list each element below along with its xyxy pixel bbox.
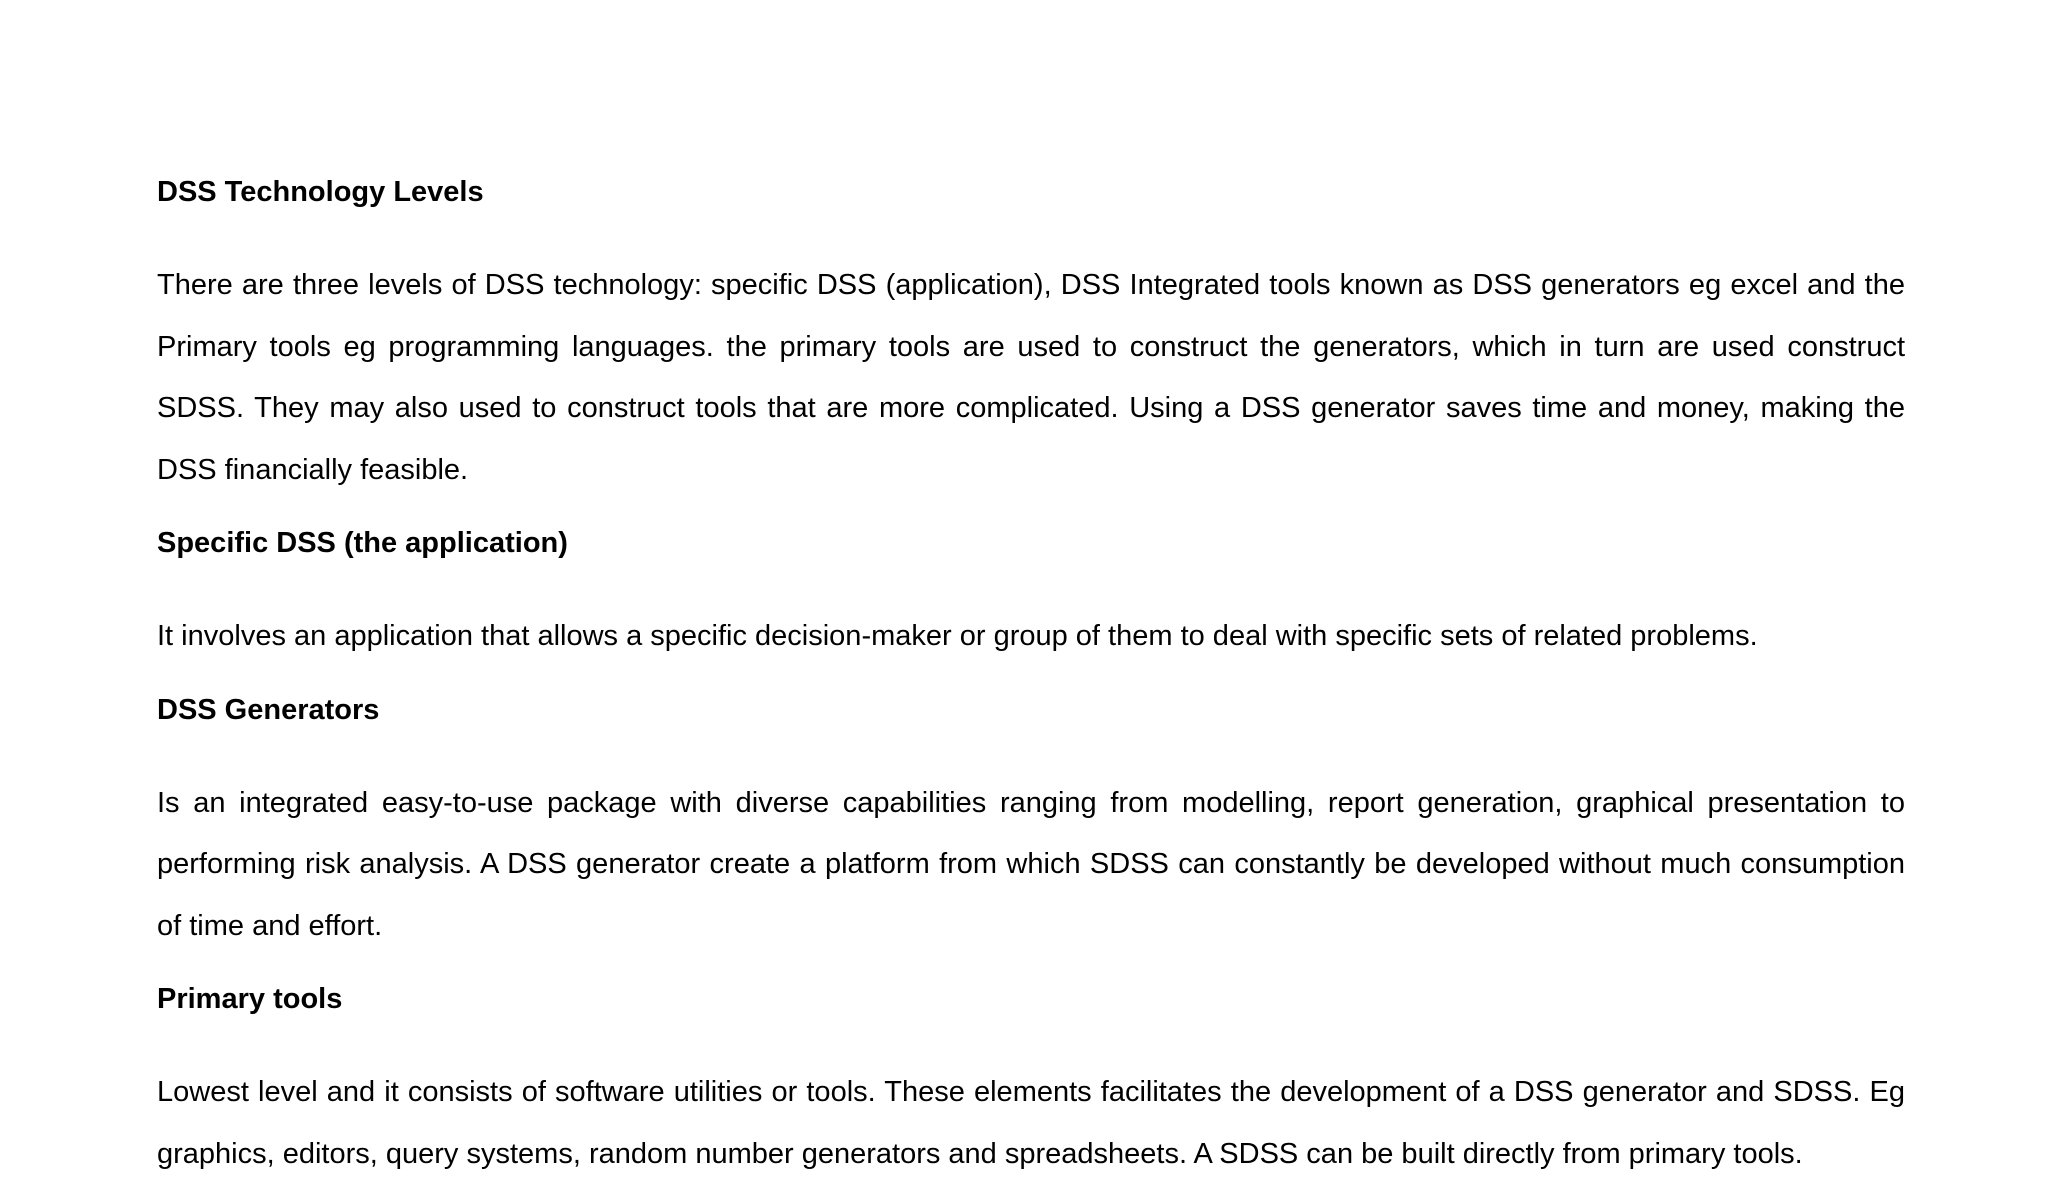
section-heading-dss-technology-levels: DSS Technology Levels	[157, 176, 484, 208]
section-body-dss-generators: Is an integrated easy-to-use package with diverse capabilities ranging from modelling, report generation, graphical presentation to performing risk analysis. A DSS generator create a platform from which SDSS can constantly be developed without much consumption of time and effort.	[157, 786, 1905, 942]
section-heading-specific-dss: Specific DSS (the application)	[157, 527, 568, 559]
section-body-dss-technology-levels: There are three levels of DSS technology: specific DSS (application), DSS Integrated tools known as DSS generators eg excel and the Primary tools eg programming languages. the primary tools are used to construct the generators, which in turn are used construct SDSS. They may also used to construct tools that are more complicated. Using a DSS generator saves time and money, making the DSS financially feasible.	[157, 269, 1905, 486]
section-heading-primary-tools: Primary tools	[157, 983, 343, 1015]
section-heading-dss-generators: DSS Generators	[157, 693, 380, 726]
section-body-specific-dss: It involves an application that allows a specific decision-maker or group of them to deal with specific sets of related problems.	[157, 620, 1758, 652]
section-body-primary-tools: Lowest level and it consists of software utilities or tools. These elements facilitates the development of a DSS generator and SDSS. Eg graphics, editors, query systems, random number generators and spreadsheets. A SDSS can be built directly from primary tools.	[157, 1076, 1905, 1170]
